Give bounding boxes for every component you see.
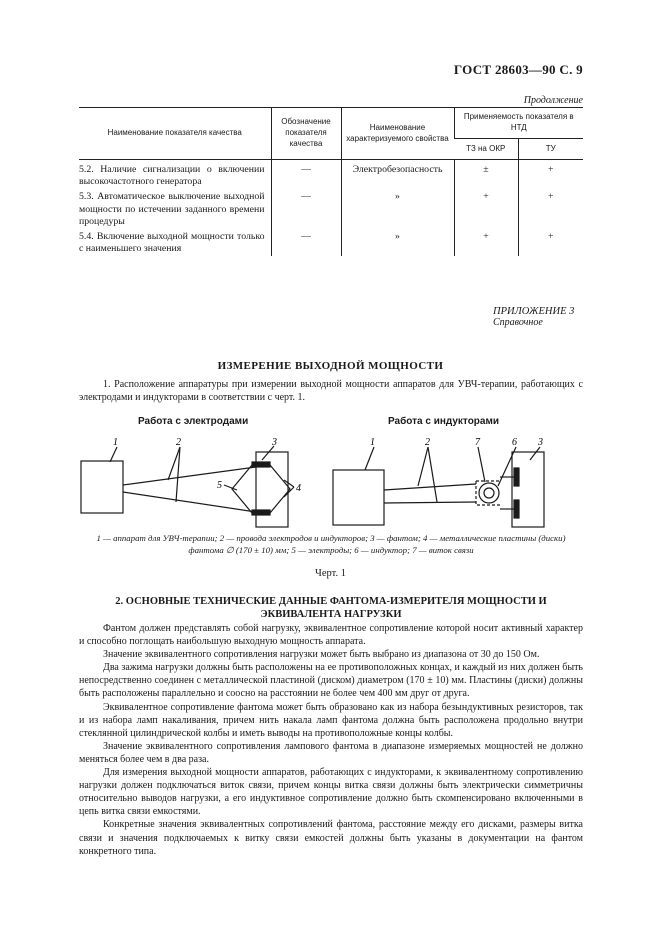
left-electrode-top bbox=[252, 462, 270, 467]
right-apparatus-box bbox=[333, 470, 384, 525]
paragraph: Конкретные значения эквивалентных сопротивлений фантома, расстояние между его дисками, размеры витка связи и значения подключаемых к витку связи емкостей должны быть указаны в документации на фантом конкретного типа. bbox=[79, 819, 583, 857]
row-designation: — bbox=[271, 160, 341, 189]
paragraph: Фантом должен представлять собой нагрузку, эквивалентное сопротивление которой носит активный характер и способно поглощать наибольшую выходную мощность аппарата. bbox=[79, 623, 583, 648]
figure-label: Черт. 1 bbox=[315, 568, 346, 579]
paragraph: Для измерения выходной мощности аппаратов, работающих с индукторами, к эквивалентному сопротивлению нагрузки должен подключаться виток связи, причем концы витка связи должны быть электрически симметричны относительно выводов нагрузки, а его индуктивное сопротивление должно быть скомпенсировано включенными в цепь витка связи емкостями. bbox=[79, 767, 583, 818]
section1-text: 1. Расположение аппаратуры при измерении выходной мощности аппаратов для УВЧ-терапии, работающих с электродами и индукторами в соответствии с черт. 1. bbox=[79, 379, 583, 404]
appendix-title: ПРИЛОЖЕНИЕ 3 bbox=[493, 306, 575, 317]
table-row bbox=[79, 188, 583, 228]
row-tu: + bbox=[518, 228, 583, 255]
left-electrode-bottom bbox=[252, 510, 270, 515]
appendix-block bbox=[493, 306, 583, 328]
continuation-label: Продолжение bbox=[523, 95, 583, 106]
figure-left-title: Работа с электродами bbox=[138, 416, 249, 427]
col-header-property: Наименование характеризуемого свойства bbox=[341, 108, 454, 160]
left-label-3: 3 bbox=[272, 437, 277, 448]
table-row bbox=[79, 228, 583, 255]
appendix-kind: Справочное bbox=[493, 317, 543, 328]
row-tz: + bbox=[454, 228, 518, 255]
right-inductor bbox=[479, 483, 499, 503]
paragraph: Значение эквивалентного сопротивления нагрузки может быть выбрано из диапазона от 30 до 150 Ом. bbox=[103, 649, 540, 661]
page-header: ГОСТ 28603—90 С. 9 bbox=[453, 62, 583, 77]
right-label-2: 2 bbox=[425, 437, 430, 448]
row-designation: — bbox=[271, 188, 341, 228]
figure-diagram bbox=[0, 430, 661, 530]
right-label-7: 7 bbox=[475, 437, 480, 448]
left-apparatus-box bbox=[81, 461, 123, 513]
left-label-2: 2 bbox=[176, 437, 181, 448]
section2-title: 2. ОСНОВНЫЕ ТЕХНИЧЕСКИЕ ДАННЫЕ ФАНТОМА-ИЗМЕРИТЕЛЯ МОЩНОСТИ И ЭКВИВАЛЕНТА НАГРУЗКИ bbox=[115, 596, 547, 620]
row-property: Электробезопасность bbox=[341, 160, 454, 189]
paragraph: Два зажима нагрузки должны быть расположены на ее противоположных концах, и каждый из них должен быть непосредственно соединен с металлической пластиной (диском) диаметром (170 ± 10) мм. Пластины (диски) должны быть расположены параллельно и соосно на расстоянии не более чем 400 мм друг от друга. bbox=[79, 662, 583, 700]
row-name: 5.4. Включение выходной мощности только с наименьшего значения bbox=[79, 231, 265, 255]
left-label-1: 1 bbox=[113, 437, 118, 448]
table-row bbox=[79, 160, 583, 189]
right-label-1: 1 bbox=[370, 437, 375, 448]
row-tu: + bbox=[518, 160, 583, 189]
section1-title: ИЗМЕРЕНИЕ ВЫХОДНОЙ МОЩНОСТИ bbox=[217, 360, 444, 372]
row-tu: + bbox=[518, 188, 583, 228]
col-header-tz: ТЗ на ОКР bbox=[454, 139, 518, 160]
row-designation: — bbox=[271, 228, 341, 255]
figure-right-title: Работа с индукторами bbox=[388, 416, 500, 427]
col-header-designation: Обозначение показателя качества bbox=[271, 108, 341, 160]
col-header-applicability: Применяемость показателя в НТД bbox=[454, 108, 583, 139]
left-label-5: 5 bbox=[217, 480, 222, 491]
section2-body bbox=[79, 622, 583, 858]
figure-caption: 1 — аппарат для УВЧ-терапии; 2 — провода электродов и индукторов; 3 — фантом; 4 — металлические пластины (диски) фантома ∅ (170 ± 10) мм; 5 — электроды; 6 — индуктор; 7 — виток связи bbox=[96, 533, 566, 555]
right-label-3: 3 bbox=[538, 437, 543, 448]
col-header-tu: ТУ bbox=[518, 139, 583, 160]
row-name: 5.3. Автоматическое выключение выходной мощности по истечении заданного времени процедуры bbox=[79, 191, 265, 227]
right-label-6: 6 bbox=[512, 437, 517, 448]
row-name: 5.2. Наличие сигнализации о включении высокочастотного генератора bbox=[79, 164, 265, 188]
left-label-4: 4 bbox=[296, 483, 301, 494]
row-property: » bbox=[341, 228, 454, 255]
paragraph: Эквивалентное сопротивление фантома может быть образовано как из набора безындуктивных резисторов, так и из набора ламп накаливания, причем нить накала ламп фантома должна быть расположена продольно внутри стеклянной цилиндрической колбы и иметь выводы на противоположные концы колбы. bbox=[79, 701, 583, 739]
row-property: » bbox=[341, 188, 454, 228]
quality-table bbox=[79, 107, 583, 256]
row-tz: ± bbox=[454, 160, 518, 189]
col-header-name: Наименование показателя качества bbox=[79, 108, 271, 160]
paragraph: Значение эквивалентного сопротивления лампового фантома в диапазоне измеряемых мощностей не должно меняться более чем в два раза. bbox=[79, 740, 583, 765]
row-tz: + bbox=[454, 188, 518, 228]
